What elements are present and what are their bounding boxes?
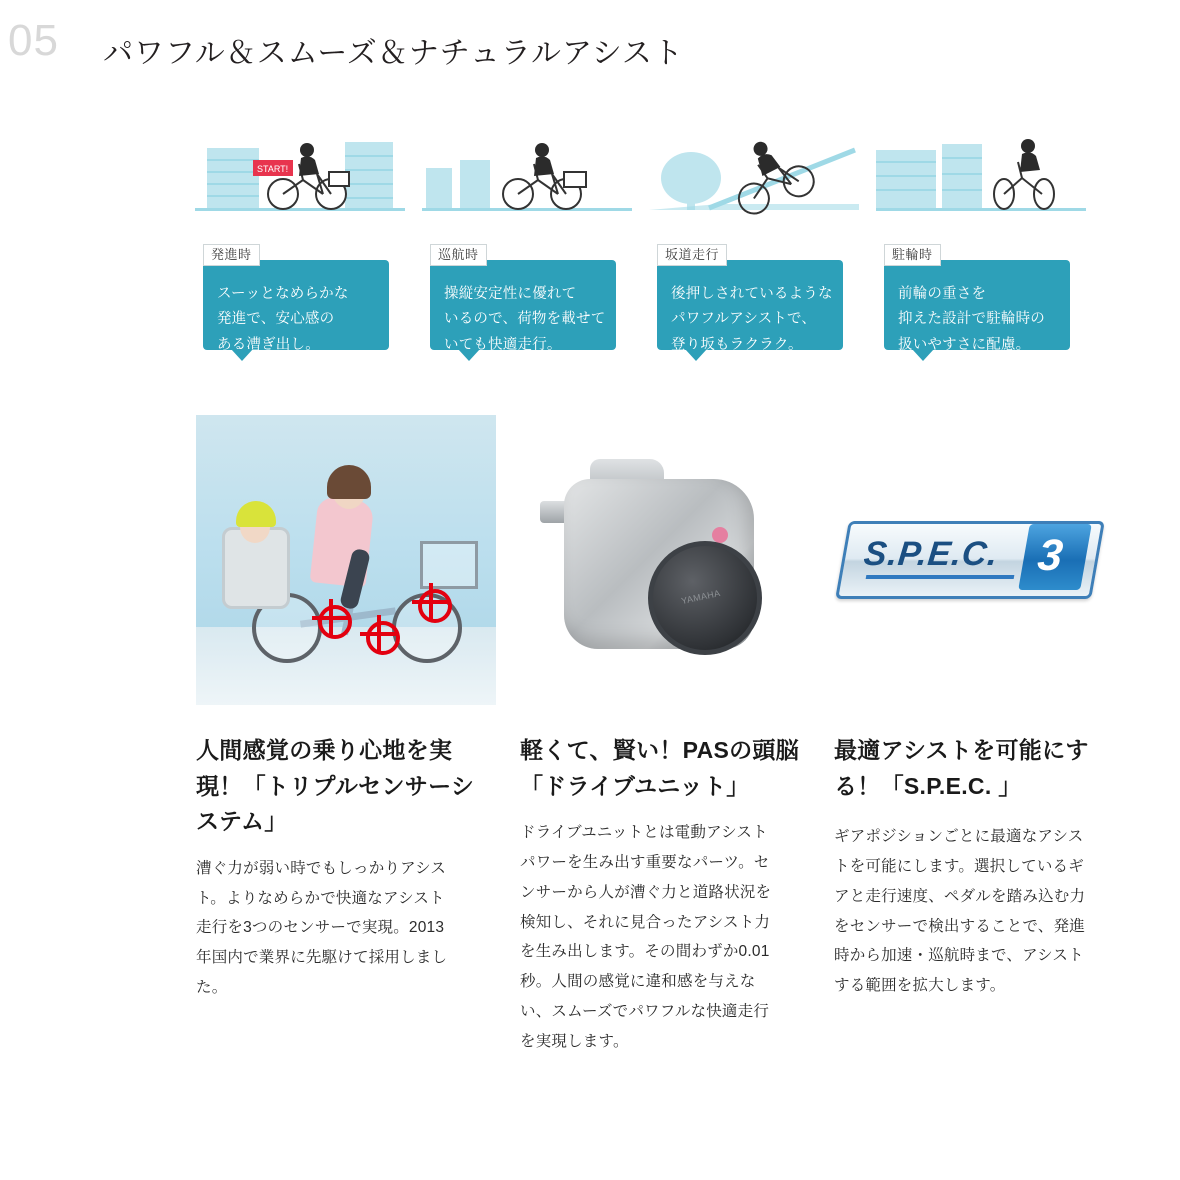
helmet-icon [236,501,276,527]
spec3-logo-text: S.P.E.C. [862,535,1001,573]
drive-unit-cap [648,541,762,655]
scene-card [195,120,405,370]
photo-drive-unit [520,415,820,705]
scene-bubble-line: いるので、荷物を載せて [444,311,606,328]
scene-bubble [203,260,389,353]
page-title: パワフル＆スムーズ＆ナチュラルアシスト [103,37,684,70]
cyclist-parking-icon [876,120,1086,238]
page-header [0,0,1180,92]
section-number: 05 [8,16,59,65]
feature-body: ギアポジションごとに最適なアシストを可能にします。選択しているギアと走行速度、ペダルを踏み込む力をセンサーで検出することで、発進時から加速・巡航時まで、アシストする範囲を拡大します。 [834,828,1086,995]
scene-label: 発進時 [203,244,260,266]
scene-card [422,120,632,370]
start-sign-text: START! [257,164,289,174]
scene-bubble-line: 登り坂もラクラク。 [671,336,803,353]
drive-unit-cap-label: YAMAHA [680,587,722,607]
sensor-crosshair-icon [412,583,450,621]
feature-column [520,415,820,1056]
feature-heading: 最適アシストを可能にする！「S.P.E.C. 」 [834,737,1089,799]
scene-label: 巡航時 [430,244,487,266]
cyclist-start-icon [195,120,405,238]
photo-canvas [196,415,496,705]
scene-bubble-line: 扱いやすさに配慮。 [898,336,1031,353]
scene-bubble-line: 発進で、安心感の [217,311,335,328]
cyclist-hill-icon [649,120,859,238]
scene-bubble-line: 前輪の重さを [898,286,987,302]
feature-body: ドライブユニットとは電動アシストパワーを生み出す重要なパーツ。センサーから人が漕ぐ力と道路状況を検知し、それに見合ったアシスト力を生み出します。その間わずか0.01秒。人間の感覚に違和感を与えない、スムーズでパワフルな快適走行を実現します。 [520,824,772,1050]
scene-card [649,120,859,370]
drive-unit-marker [712,527,728,543]
scene-bubble-line: 後押しされているような [671,286,833,302]
feature-heading: 人間感覚の乗り心地を実現！「トリプルセンサーシステム」 [196,737,475,835]
feature-body: 漕ぐ力が弱い時でもしっかりアシスト。よりなめらかで快適なアシスト走行を3つのセンサーで実現。2013年国内で業界に先駆けて採用しました。 [196,859,448,996]
spec3-logo [842,521,1092,595]
header-divider [0,91,1180,92]
logo-spec3 [834,415,1134,705]
scene-card [876,120,1086,370]
scene-bubble-line: いても快適走行。 [444,336,562,353]
sensor-crosshair-icon [312,599,350,637]
spec3-logo-number: 3 [1035,531,1066,580]
scene-bubble [884,260,1070,353]
scene-label: 坂道走行 [657,244,727,266]
feature-column [834,415,1134,1001]
scene-bubble-line: 操縦安定性に優れて [444,286,577,302]
drive-unit-illustration [540,445,795,685]
rider-hair [327,465,371,499]
photo-mother-child-bicycle [196,415,496,705]
scene-strip [195,120,1085,370]
scene-bubble [430,260,616,353]
sensor-crosshair-icon [360,615,398,653]
scene-bubble [657,260,843,353]
scene-label: 駐輪時 [884,244,941,266]
scene-bubble-line: パワフルアシストで、 [671,311,817,328]
scene-bubble-line: 抑えた設計で駐輪時の [898,311,1045,328]
cyclist-cruise-icon [422,120,632,238]
feature-heading: 軽くて、賢い！PASの頭脳「ドライブユニット」 [520,737,800,799]
scene-bubble-line: ある漕ぎ出し。 [217,336,320,353]
scene-bubble-line: スーッとなめらかな [217,286,349,302]
feature-column [196,415,496,1003]
bicycle-basket [420,541,478,589]
spec3-logo-underline [866,575,1015,579]
